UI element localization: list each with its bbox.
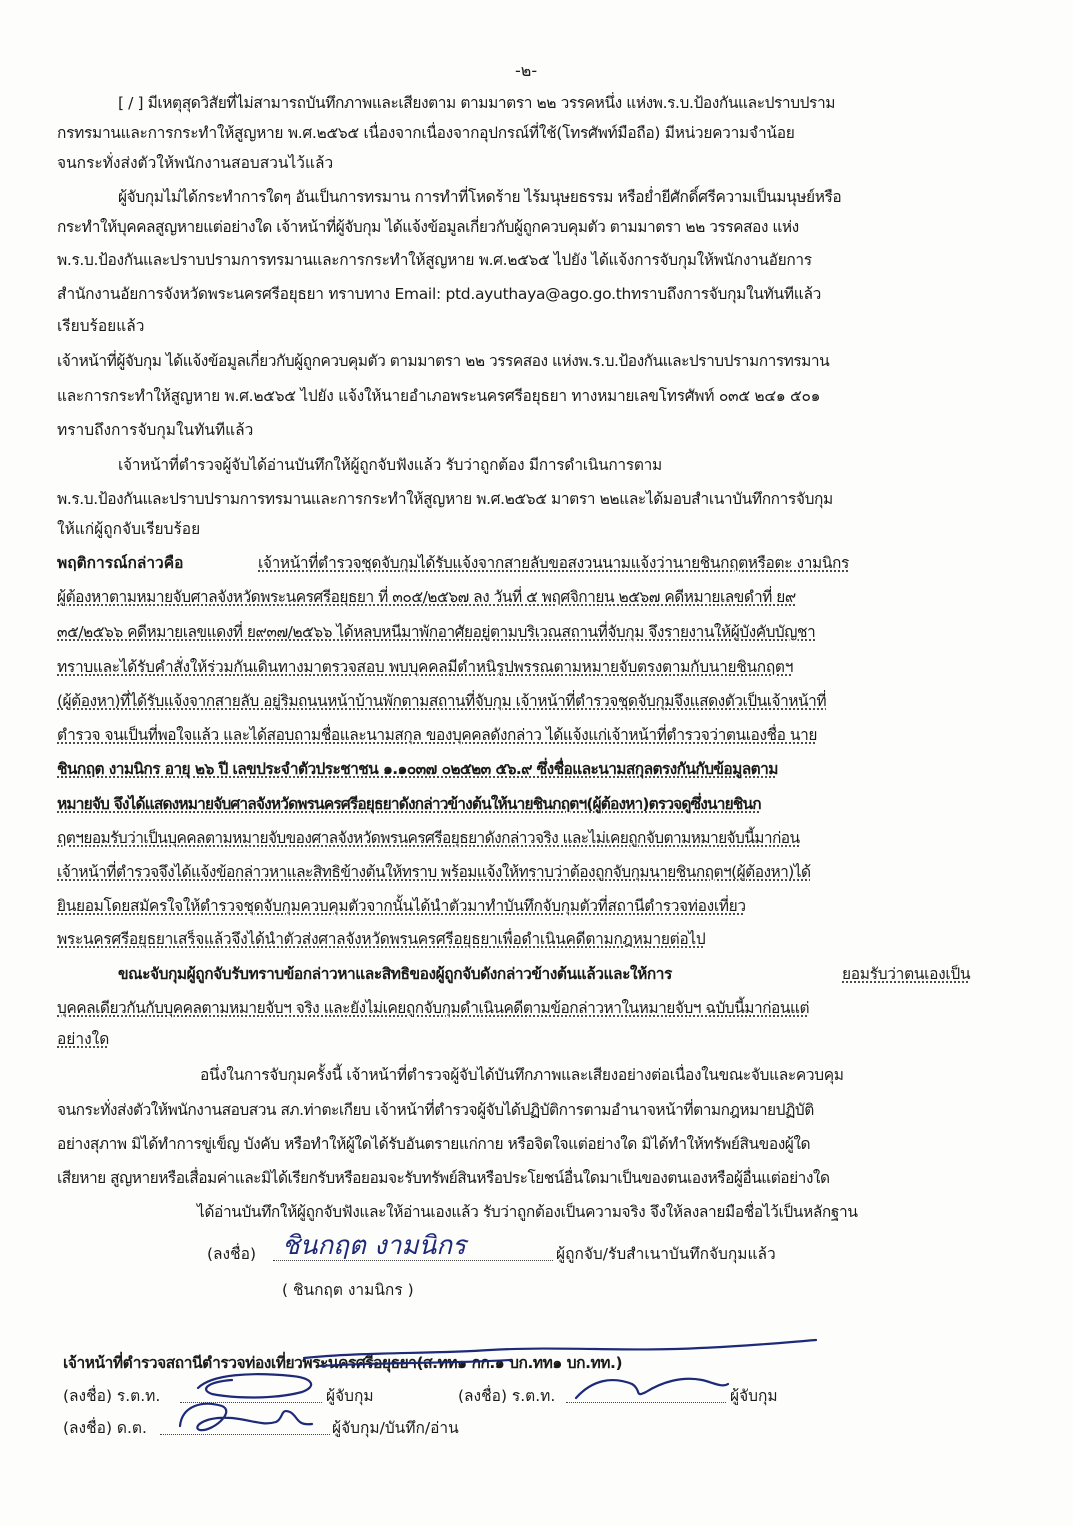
arrestee-sign-prefix: (ลงชื่อ) (207, 1245, 256, 1263)
paragraph-line: สำนักงานอัยการจังหวัดพระนครศรีอยุธยา ทราบทาง Email: ptd.ayuthaya@ago.go.thทราบถึงการจับกุมในทันทีแล้ว (57, 285, 822, 303)
incident-line: (ผู้ต้องหา)ที่ได้รับแจ้งจากสายลับ อยู่ริมถนนหน้าบ้านพักตามสถานที่จับกุม เจ้าหน้าที่ตำรวจชุดจับกุมจึงแสดงตัวเป็นเจ้าหน้าที่ (57, 692, 827, 710)
incident-label: พฤติการณ์กล่าวคือ (57, 554, 184, 572)
closing-line: ได้อ่านบันทึกให้ผู้ถูกจับฟังและให้อ่านเองแล้ว รับว่าถูกต้องเป็นความจริง จึงให้ลงลายมือชื่อไว้เป็นหลักฐาน (197, 1203, 858, 1221)
paragraph-line: จนกระทั่งส่งตัวให้พนักงานสอบสวนไว้แล้ว (57, 154, 334, 172)
paragraph-line: และการกระทำให้สูญหาย พ.ศ.๒๕๖๕ ไปยัง แจ้งให้นายอำเภอพระนครศรีอยุธยา ทางหมายเลขโทรศัพท์ ๐๓๕ ๒๔๑ ๕๐๑ (57, 387, 821, 405)
officer-sign3-prefix: (ลงชื่อ) ด.ต. (63, 1419, 147, 1437)
closing-line: จนกระทั่งส่งตัวให้พนักงานสอบสวน สภ.ท่าตะเกียบ เจ้าหน้าที่ตำรวจผู้จับได้ปฏิบัติการตามอำนาจหน้าที่ตามกฎหมายปฏิบัติ (57, 1101, 814, 1119)
officer-sign3-role: ผู้จับกุม/บันทึก/อ่าน (332, 1419, 459, 1437)
closing-line: อย่างสุภาพ มิได้ทำการขู่เข็ญ บังคับ หรือทำให้ผู้ใดได้รับอันตรายแก่กาย หรือจิตใจแต่อย่างใด มิได้ทำให้ทรัพย์สินของผู้ใด (57, 1135, 811, 1153)
incident-line: ยินยอมโดยสมัครใจให้ตำรวจชุดจับกุมควบคุมตัวจากนั้นได้นำตัวมาทำบันทึกจับกุมตัวที่สถานีตำรวจท่องเที่ยว (57, 897, 746, 915)
acknowledge-line: บุคคลเดียวกันกับบุคคลตามหมายจับฯ จริง และยังไม่เคยถูกจับกุมดำเนินคดีตามข้อกล่าวหาในหมายจับฯ ฉบับนี้มาก่อนแต่ (57, 999, 810, 1017)
incident-line: เจ้าหน้าที่ตำรวจชุดจับกุมได้รับแจ้งจากสายลับขอสงวนนามแจ้งว่านายชินกฤตหรือตะ งามนิกร (258, 554, 849, 572)
paragraph-line: ให้แก่ผู้ถูกจับเรียบร้อย (57, 520, 201, 538)
incident-line: ๓๕/๒๕๖๖ คดีหมายเลขแดงที่ ย๙๓๗/๒๕๖๖ ได้หลบหนีมาพักอาศัยอยู่ตามบริเวณสถานที่จับกุม จึงรายงานให้ผู้บังคับบัญชา (57, 623, 816, 641)
page-number: -๒- (515, 61, 538, 80)
officer-sign1-prefix: (ลงชื่อ) ร.ต.ท. (63, 1387, 161, 1405)
paragraph-line: กรทรมานและการกระทำให้สูญหาย พ.ศ.๒๕๖๕ เนื่องจากเนื่องจากอุปกรณ์ที่ใช้(โทรศัพท์มือถือ) มีหน่วยความจำน้อย (57, 124, 795, 142)
paragraph-line: พ.ร.บ.ป้องกันและปราบปรามการทรมานและการกระทำให้สูญหาย พ.ศ.๒๕๖๕ มาตรา ๒๒และได้มอบสำเนาบันทึกการจับกุม (57, 490, 833, 508)
incident-line: ฤตฯยอมรับว่าเป็นบุคคลตามหมายจับของศาลจังหวัดพรนครศรีอยุธยาดังกล่าวจริง และไม่เคยถูกจับตามหมายจับนี้มาก่อน (57, 829, 800, 847)
closing-line: เสียหาย สูญหายหรือเสื่อมค่าและมิได้เรียกรับหรือยอมจะรับทรัพย์สินหรือประโยชน์อื่นใดมาเป็นของตนเองหรือผู้อื่นแต่อย่างใด (57, 1169, 830, 1187)
officer-sign1-role: ผู้จับกุม (326, 1387, 374, 1405)
paragraph-line: เจ้าหน้าที่ผู้จับกุม ได้แจ้งข้อมูลเกี่ยวกับผู้ถูกควบคุมตัว ตามมาตรา ๒๒ วรรคสอง แห่งพ.ร.บ.ป้องกันและปราบปรามการทรมาน (57, 352, 830, 370)
paragraph-line: เรียบร้อยแล้ว (57, 317, 145, 335)
paragraph-line: ผู้จับกุมไม่ได้กระทำการใดๆ อันเป็นการทรมาน การทำที่โหดร้าย ไร้มนุษยธรรม หรือย่ำยีศักดิ์ศรีความเป็นมนุษย์หรือ (118, 188, 842, 206)
arrestee-printed-name: ( ชินกฤต งามนิกร ) (282, 1281, 414, 1299)
incident-line: เจ้าหน้าที่ตำรวจจึงได้แจ้งข้อกล่าวหาและสิทธิข้างต้นให้ทราบ พร้อมแจ้งให้ทราบว่าต้องถูกจับกุมนายชินกฤตฯ(ผู้ต้องหา)ได้ (57, 863, 811, 881)
incident-line: ชินกฤต งามนิกร อายุ ๒๖ ปี เลขประจำตัวประชาชน ๑.๑๐๓๗ ๐๒๕๒๓ ๕๖.๙ ซึ่งชื่อและนามสกุลตรงกันกับข้อมูลตาม (57, 760, 778, 778)
paragraph-line: [ / ] มีเหตุสุดวิสัยที่ไม่สามารถบันทึกภาพและเสียงตาม ตามมาตรา ๒๒ วรรคหนึ่ง แห่งพ.ร.บ.ป้องกันและปราบปราม (118, 94, 836, 112)
acknowledge-line: อย่างใด (57, 1030, 110, 1048)
arrestee-sign-suffix: ผู้ถูกจับ/รับสำเนาบันทึกจับกุมแล้ว (556, 1245, 776, 1263)
incident-line: ทราบและได้รับคำสั่งให้ร่วมกันเดินทางมาตรวจสอบ พบบุคคลมีตำหนิรูปพรรณตามหมายจับตรงตามกับนายชินกฤตฯ (57, 658, 794, 676)
paragraph-line: พ.ร.บ.ป้องกันและปราบปรามการทรมานและการกระทำให้สูญหาย พ.ศ.๒๕๖๕ ไปยัง ได้แจ้งการจับกุมให้พนักงานอัยการ (57, 251, 812, 269)
incident-line: หมายจับ จึงได้แสดงหมายจับศาลจังหวัดพรนครศรีอยุธยาดังกล่าวข้างต้นให้นายชินกฤตฯ(ผู้ต้องหา)ตรวจดูซึ่งนายชินก (57, 795, 761, 813)
arrestee-handwritten-signature: ชินกฤต งามนิกร (282, 1231, 466, 1261)
closing-line: อนึ่งในการจับกุมครั้งนี้ เจ้าหน้าที่ตำรวจผู้จับได้บันทึกภาพและเสียงอย่างต่อเนื่องในขณะจับและควบคุม (200, 1066, 844, 1084)
strike-signature-heading (300, 1336, 820, 1376)
paragraph-line: เจ้าหน้าที่ตำรวจผู้จับได้อ่านบันทึกให้ผู้ถูกจับฟังแล้ว รับว่าถูกต้อง มีการดำเนินการตาม (118, 456, 662, 474)
paragraph-line: กระทำให้บุคคลสูญหายแต่อย่างใด เจ้าหน้าที่ผู้จับกุม ได้แจ้งข้อมูลเกี่ยวกับผู้ถูกควบคุมตัว ตามมาตรา ๒๒ วรรคสอง แห่ง (57, 218, 799, 236)
officer-signature-2 (572, 1370, 732, 1406)
officer-signature-3 (172, 1396, 322, 1442)
incident-line: พระนครศรีอยุธยาเสร็จแล้วจึงได้นำตัวส่งศาลจังหวัดพรนครศรีอยุธยาเพื่อดำเนินคดีตามกฎหมายต่อไป (57, 930, 706, 948)
officer-sign2-role: ผู้จับกุม (730, 1387, 778, 1405)
incident-line: ตำรวจ จนเป็นที่พอใจแล้ว และได้สอบถามชื่อและนามสกุล ของบุคคลดังกล่าว ได้แจ้งแก่เจ้าหน้าที่ตำรวจว่าตนเองชื่อ นาย (57, 726, 817, 744)
officers-heading: เจ้าหน้าที่ตำรวจสถานีตำรวจท่องเที่ยวพระนครศรีอยุธยา(ส.ทท๑ กก.๑ บก.ทท๑ บก.ทท.) (63, 1354, 623, 1372)
acknowledge-bold: ขณะจับกุมผู้ถูกจับรับทราบข้อกล่าวหาและสิทธิของผู้ถูกจับดังกล่าวข้างต้นแล้วและให้การ (118, 965, 672, 983)
incident-line: ผู้ต้องหาตามหมายจับศาลจังหวัดพระนครศรีอยุธยา ที่ ๓๐๕/๒๕๖๗ ลง วันที่ ๕ พฤศจิกายน ๒๕๖๗ คดีหมายเลขดำที่ ย๙ (57, 588, 796, 606)
officer-sign2-prefix: (ลงชื่อ) ร.ต.ท. (458, 1387, 556, 1405)
acknowledge-rest: ยอมรับว่าตนเองเป็น (842, 965, 971, 983)
paragraph-line: ทราบถึงการจับกุมในทันทีแล้ว (57, 421, 254, 439)
